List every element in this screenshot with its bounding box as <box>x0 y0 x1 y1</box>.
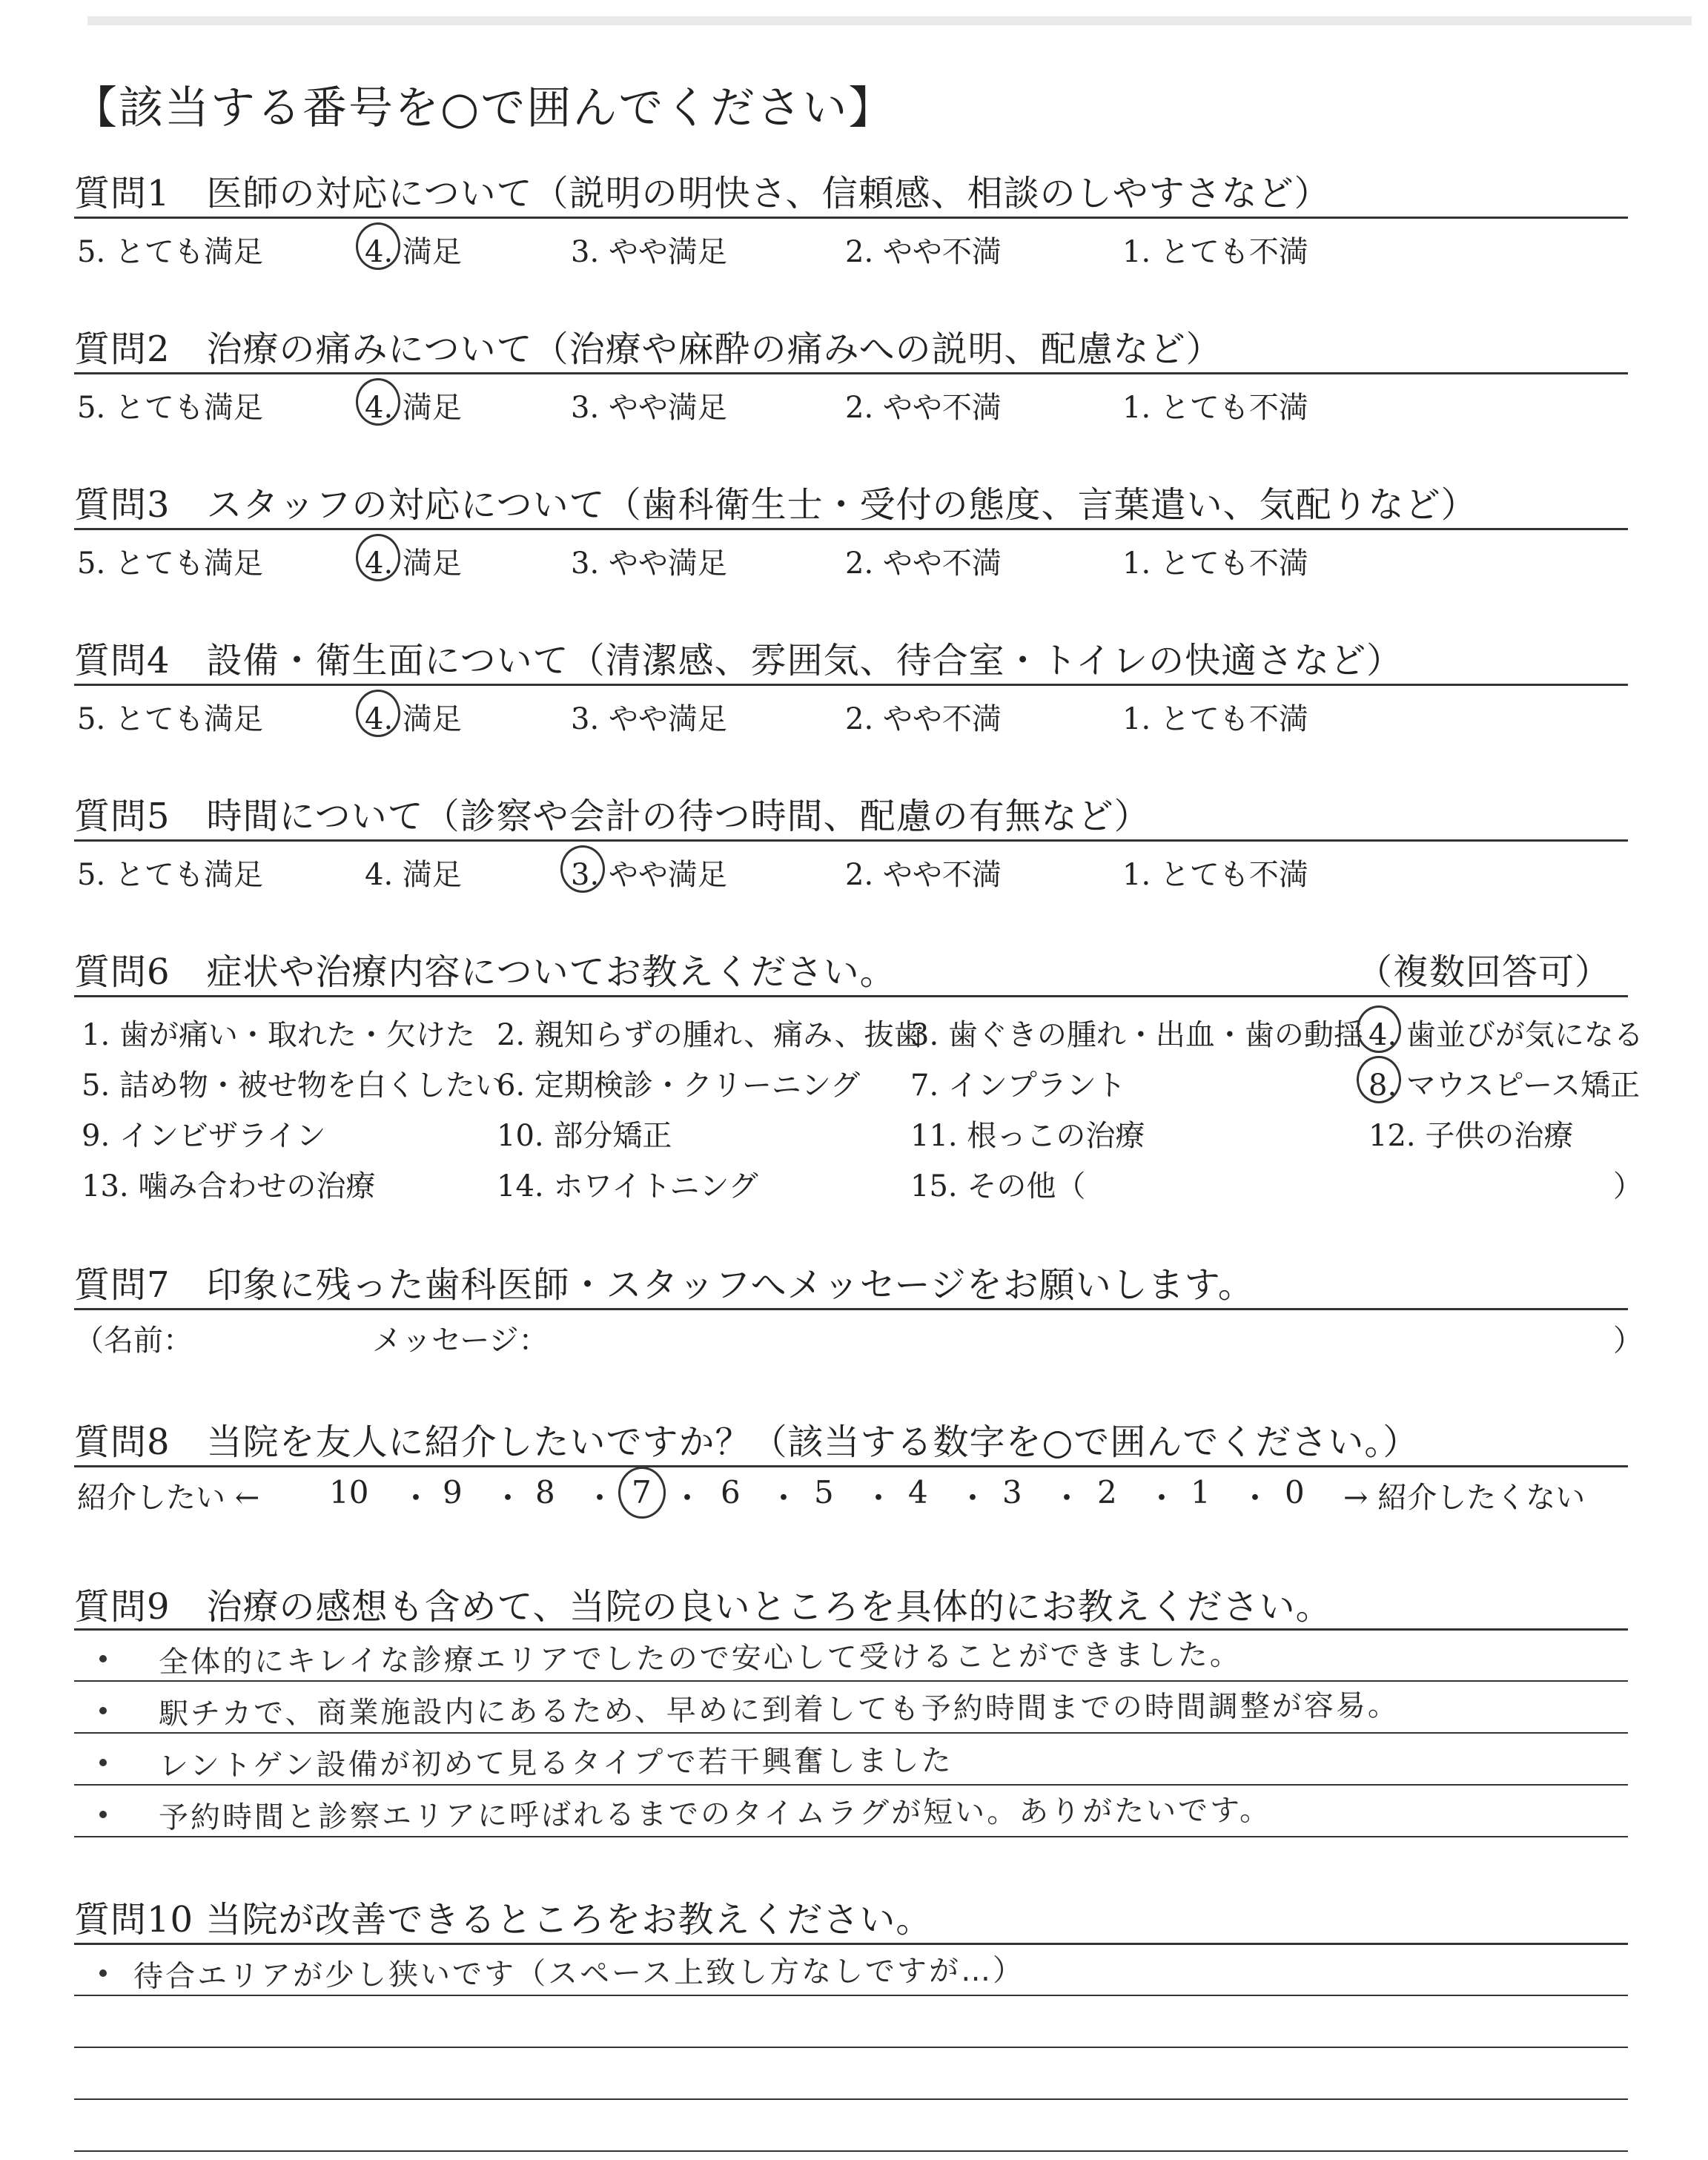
q4-option-4: 4. 満足 <box>365 702 462 736</box>
q10-answer-1: 待合エリアが少し狭いです（スペース上致し方なしですが…） <box>133 1953 1025 1994</box>
q6-option-15-close: ） <box>1613 1169 1643 1203</box>
q5-option-5: 5. とても満足 <box>77 858 263 892</box>
q8-number-0: 0 <box>1285 1474 1305 1510</box>
question-1-rule <box>74 217 1628 219</box>
q2-selection-circle <box>356 378 400 426</box>
q8-number-8: 8 <box>535 1474 555 1510</box>
q2-option-1: 1. とても不満 <box>1122 391 1308 425</box>
q8-number-7: 7 <box>632 1474 652 1510</box>
q8-separator: ・ <box>1239 1480 1271 1516</box>
q6-option-15: 15. その他（ <box>910 1169 1086 1203</box>
q9-answer-3: レントゲン設備が初めて見るタイプで若干興奮しました <box>158 1743 953 1783</box>
q3-option-4: 4. 満足 <box>365 546 462 581</box>
q9-answer-2: 駅チカで、商業施設内にあるため、早めに到着しても予約時間までの時間調整が容易。 <box>158 1688 1400 1731</box>
q1-option-3: 3. やや満足 <box>571 235 727 269</box>
q1-option-4: 4. 満足 <box>365 235 462 269</box>
q5-option-3: 3. やや満足 <box>571 858 727 892</box>
q8-separator: ・ <box>863 1480 895 1516</box>
question-4-rule <box>74 684 1628 686</box>
q8-number-5: 5 <box>814 1474 834 1510</box>
q6-option-14: 14. ホワイトニング <box>497 1169 758 1203</box>
q6-selection-circle-8 <box>1357 1056 1401 1103</box>
q1-option-2: 2. やや不満 <box>845 235 1002 269</box>
q9-bullet <box>99 1655 107 1662</box>
q8-number-10: 10 <box>329 1474 369 1510</box>
q6-option-7: 7. インプラント <box>910 1069 1126 1103</box>
q6-option-11: 11. 根っこの治療 <box>910 1119 1145 1153</box>
q8-separator: ・ <box>1146 1480 1178 1516</box>
question-4-title: 質問4 設備・衛生面について（清潔感、雰囲気、待合室・トイレの快適さなど） <box>74 640 1403 681</box>
q6-option-8: 8. マウスピース矯正 <box>1368 1069 1641 1103</box>
question-5-title: 質問5 時間について（診察や会計の待つ時間、配慮の有無など） <box>74 796 1151 837</box>
q8-separator: ・ <box>1051 1480 1083 1516</box>
q9-bullet <box>99 1759 107 1766</box>
question-6-title: 質問6 症状や治療内容についてお教えください。 <box>74 951 896 993</box>
q9-answer-4: 予約時間と診察エリアに呼ばれるまでのタイムラグが短い。ありがたいです。 <box>158 1793 1272 1835</box>
q2-option-2: 2. やや不満 <box>845 391 1002 425</box>
q4-option-3: 3. やや満足 <box>571 702 727 736</box>
q3-option-3: 3. やや満足 <box>571 546 727 581</box>
question-2-title: 質問2 治療の痛みについて（治療や麻酔の痛みへの説明、配慮など） <box>74 328 1222 370</box>
question-9-title: 質問9 治療の感想も含めて、当院の良いところを具体的にお教えください。 <box>74 1586 1332 1628</box>
q10-answer-line <box>74 2047 1628 2048</box>
q5-option-2: 2. やや不満 <box>845 858 1002 892</box>
question-7-title: 質問7 印象に残った歯科医師・スタッフへメッセージをお願いします。 <box>74 1264 1254 1306</box>
q2-option-3: 3. やや満足 <box>571 391 727 425</box>
q8-number-9: 9 <box>443 1474 463 1510</box>
q6-selection-circle-4 <box>1357 1005 1401 1053</box>
q4-option-1: 1. とても不満 <box>1122 702 1308 736</box>
q3-option-5: 5. とても満足 <box>77 546 263 581</box>
q6-option-4: 4. 歯並びが気になる <box>1368 1018 1644 1052</box>
q9-answer-1: 全体的にキレイな診療エリアでしたので安心して受けることができました。 <box>158 1637 1242 1680</box>
q4-selection-circle <box>356 690 400 737</box>
q5-option-1: 1. とても不満 <box>1122 858 1308 892</box>
q1-option-1: 1. とても不満 <box>1122 235 1308 269</box>
q9-bullet <box>99 1811 107 1818</box>
q1-selection-circle <box>356 222 400 270</box>
q9-answer-line <box>74 1784 1628 1786</box>
q2-option-5: 5. とても満足 <box>77 391 263 425</box>
question-3-rule <box>74 528 1628 530</box>
q8-number-3: 3 <box>1002 1474 1022 1510</box>
q3-option-1: 1. とても不満 <box>1122 546 1308 581</box>
q9-bullet <box>99 1707 107 1714</box>
q9-answer-line <box>74 1732 1628 1734</box>
q8-number-6: 6 <box>721 1474 741 1510</box>
q8-separator: ・ <box>584 1480 616 1516</box>
q8-separator: ・ <box>400 1480 432 1516</box>
q6-option-12: 12. 子供の治療 <box>1368 1119 1574 1153</box>
instruction-heading: 【該当する番号を○で囲んでください】 <box>73 82 895 134</box>
question-2-rule <box>74 372 1628 374</box>
q3-selection-circle <box>356 534 400 581</box>
q8-left-label: 紹介したい ← <box>77 1481 260 1515</box>
q6-option-5: 5. 詰め物・被せ物を白くしたい <box>82 1069 505 1103</box>
q1-option-5: 5. とても満足 <box>77 235 263 269</box>
q9-answer-line <box>74 1836 1628 1837</box>
q6-option-3: 3. 歯ぐきの腫れ・出血・歯の動揺 <box>910 1018 1363 1052</box>
q8-number-4: 4 <box>908 1474 928 1510</box>
question-8-title: 質問8 当院を友人に紹介したいですか？（該当する数字を○で囲んでください。） <box>74 1421 1420 1463</box>
question-10-rule-top <box>74 1943 1628 1945</box>
q6-option-10: 10. 部分矯正 <box>497 1119 672 1153</box>
q3-option-2: 2. やや不満 <box>845 546 1002 581</box>
q5-selection-circle <box>560 845 605 893</box>
q7-message-label: メッセージ： <box>372 1324 549 1358</box>
q8-selection-circle <box>618 1467 666 1519</box>
q8-number-2: 2 <box>1097 1474 1117 1510</box>
question-1-title: 質問1 医師の対応について（説明の明快さ、信頼感、相談のしやすさなど） <box>74 173 1331 214</box>
q8-right-label: → 紹介したくない <box>1343 1481 1586 1515</box>
q8-separator: ・ <box>672 1480 704 1516</box>
question-8-rule <box>74 1465 1628 1467</box>
q10-answer-line <box>74 2150 1628 2152</box>
q4-option-5: 5. とても満足 <box>77 702 263 736</box>
q10-answer-line <box>74 1995 1628 1996</box>
q8-number-1: 1 <box>1191 1474 1211 1510</box>
question-5-rule <box>74 839 1628 842</box>
question-3-title: 質問3 スタッフの対応について（歯科衛生士・受付の態度、言葉遣い、気配りなど） <box>74 484 1477 526</box>
question-10-title: 質問10 当院が改善できるところをお教えください。 <box>74 1899 933 1941</box>
q8-separator: ・ <box>492 1480 524 1516</box>
q10-answer-line <box>74 2098 1628 2100</box>
q6-option-1: 1. 歯が痛い・取れた・欠けた <box>82 1018 475 1052</box>
q8-separator: ・ <box>768 1480 800 1516</box>
question-6-note: （複数回答可） <box>1357 951 1612 993</box>
q6-option-9: 9. インビザライン <box>82 1119 326 1153</box>
q8-separator: ・ <box>957 1480 989 1516</box>
q10-bullet <box>99 1969 107 1977</box>
question-7-rule <box>74 1308 1628 1310</box>
q7-name-label: （名前： <box>74 1324 193 1358</box>
scan-top-edge <box>87 16 1692 25</box>
q7-close: ） <box>1613 1324 1643 1358</box>
q6-option-6: 6. 定期検診・クリーニング <box>497 1069 861 1103</box>
q6-option-13: 13. 噛み合わせの治療 <box>82 1169 376 1203</box>
question-9-rule-top <box>74 1628 1628 1631</box>
q5-option-4: 4. 満足 <box>365 858 462 892</box>
q6-option-2: 2. 親知らずの腫れ、痛み、抜歯 <box>497 1018 924 1052</box>
q4-option-2: 2. やや不満 <box>845 702 1002 736</box>
q2-option-4: 4. 満足 <box>365 391 462 425</box>
question-6-rule <box>74 995 1628 997</box>
